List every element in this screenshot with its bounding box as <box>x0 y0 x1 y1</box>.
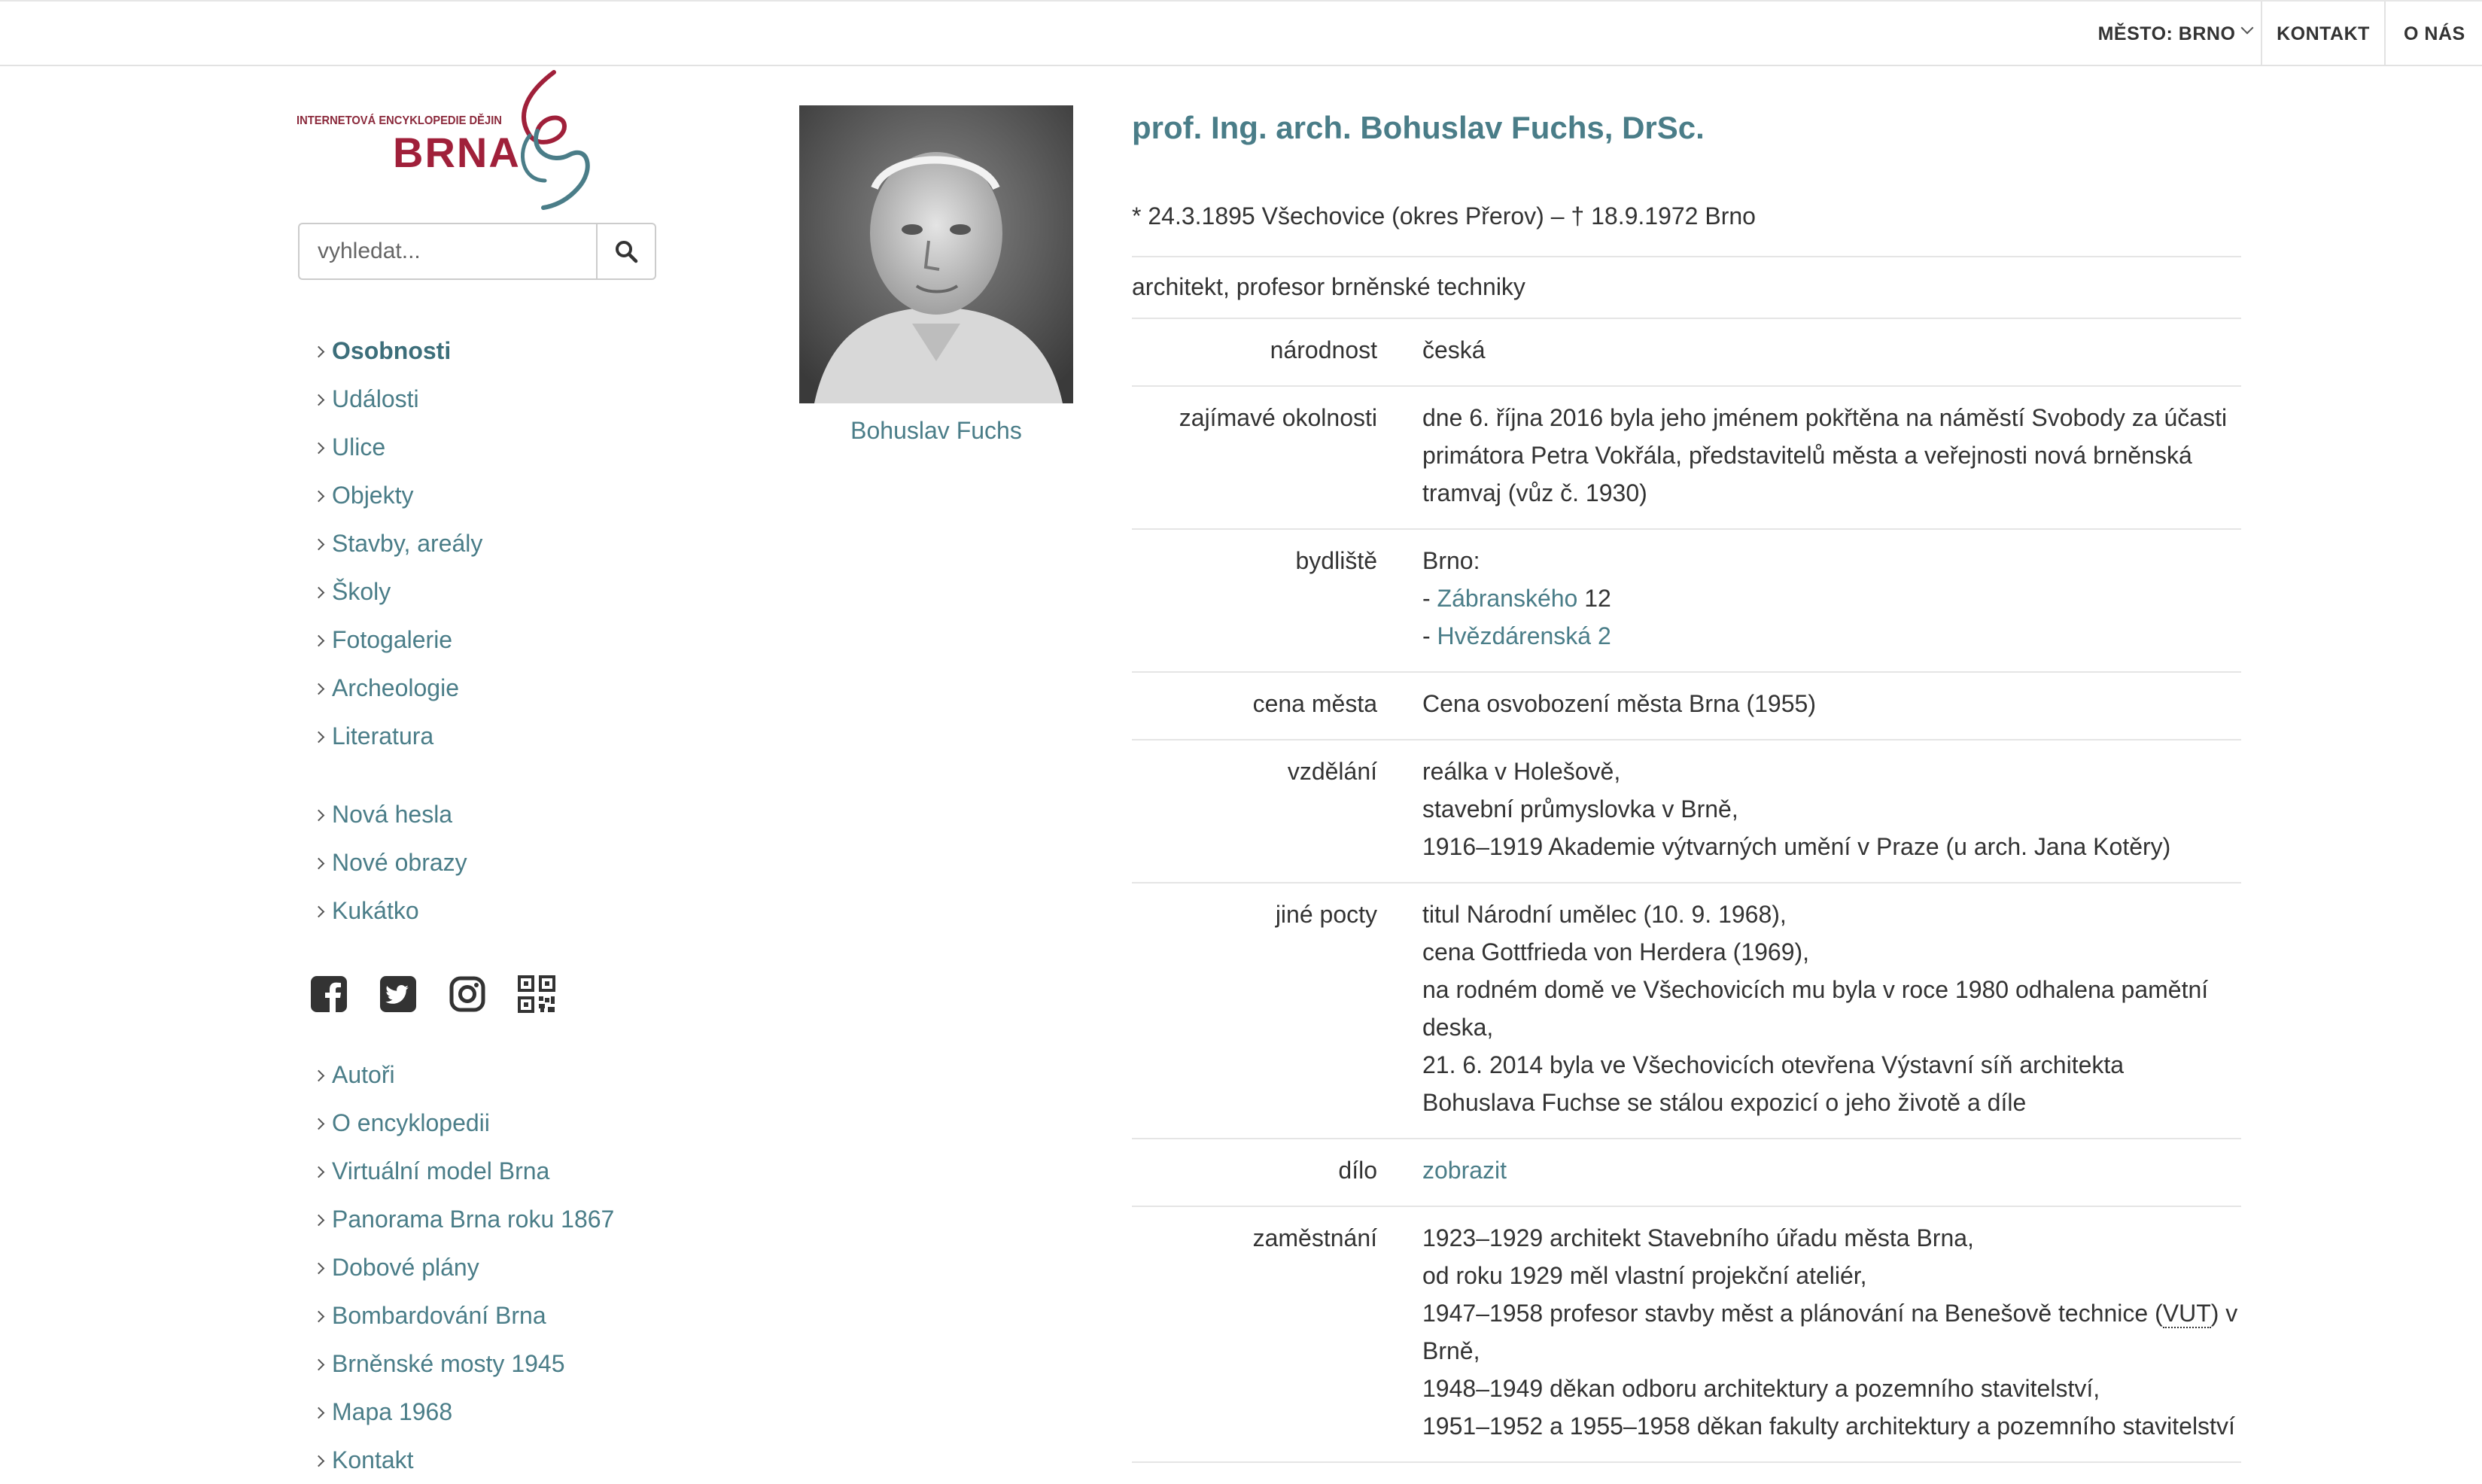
sidebar-main-nav <box>315 327 766 760</box>
honors-line: na rodném domě ve Všechovicích mu byla v roce 1980 odhalena pamětní deska, <box>1422 976 2209 1041</box>
sidebar-item-mapa-1968[interactable]: Mapa 1968 <box>315 1388 766 1436</box>
residence-city: Brno: <box>1422 547 1480 574</box>
row-work <box>1132 1139 2241 1207</box>
site-logo[interactable] <box>297 68 613 211</box>
about-link[interactable]: O NÁS <box>2384 2 2482 66</box>
sidebar-item-stavby[interactable]: Stavby, areály <box>315 519 766 567</box>
sidebar-item-literatura[interactable]: Literatura <box>315 712 766 760</box>
chevron-right-icon <box>313 1406 325 1419</box>
chevron-right-icon <box>313 683 325 695</box>
honors-line: 21. 6. 2014 byla ve Všechovicích otevřena Výstavní síň architekta Bohuslava Fuchse se stálou expozicí o jeho životě a díle <box>1422 1051 2125 1116</box>
row-value <box>1377 883 2241 1138</box>
row-residence <box>1132 530 2241 673</box>
sidebar-item-dobove-plany[interactable]: Dobové plány <box>315 1243 766 1291</box>
row-nationality <box>1132 319 2241 387</box>
sidebar-item-o-encyklopedii[interactable]: O encyklopedii <box>315 1099 766 1147</box>
sidebar-item-osobnosti[interactable]: Osobnosti <box>315 327 766 375</box>
row-label: národnost <box>1270 336 1377 363</box>
sidebar-item-panorama[interactable]: Panorama Brna roku 1867 <box>315 1195 766 1243</box>
employment-line: 1947–1958 profesor stavby měst a plánování na Benešově technice (VUT) v Brně, <box>1422 1300 2238 1364</box>
search-form <box>298 223 656 280</box>
chevron-right-icon <box>313 442 325 454</box>
chevron-right-icon <box>313 490 325 502</box>
employment-line: od roku 1929 měl vlastní projekční ateliér, <box>1422 1262 1867 1289</box>
residence-line: - Hvězdárenská 2 <box>1422 622 1611 649</box>
sidebar-item-ulice[interactable]: Ulice <box>315 423 766 471</box>
row-value: dne 6. října 2016 byla jeho jménem pokřtěna na náměstí Svobody za účasti primátora Petra Vokřála, představitelů města a veřejnosti nová brněnská tramvaj (vůz č. 1930) <box>1422 404 2228 506</box>
row-city-award <box>1132 673 2241 740</box>
row-value <box>1377 1207 2241 1461</box>
chevron-right-icon <box>313 1214 325 1226</box>
education-line: stavební průmyslovka v Brně, <box>1422 795 1738 823</box>
chevron-right-icon <box>313 1069 325 1081</box>
chevron-right-icon <box>313 1310 325 1322</box>
facebook-icon[interactable] <box>310 975 348 1013</box>
top-nav <box>2089 2 2482 66</box>
honors-line: titul Národní umělec (10. 9. 1968), <box>1422 901 1787 928</box>
row-interesting <box>1132 387 2241 530</box>
show-work-link[interactable]: zobrazit <box>1422 1157 1507 1184</box>
education-line: 1916–1919 Akademie výtvarných umění v Praze (u arch. Jana Kotěry) <box>1422 833 2171 860</box>
street-link-zabranskeho[interactable]: Zábranského <box>1437 585 1578 612</box>
sidebar-item-objekty[interactable]: Objekty <box>315 471 766 519</box>
row-value: Cena osvobození města Brna (1955) <box>1422 690 1816 717</box>
person-role: architekt, profesor brněnské techniky <box>1132 257 2241 319</box>
row-honors <box>1132 883 2241 1139</box>
chevron-right-icon <box>313 1455 325 1467</box>
row-label: cena města <box>1252 690 1377 717</box>
row-education <box>1132 740 2241 883</box>
search-input[interactable] <box>298 223 596 280</box>
employment-line: 1948–1949 děkan odboru architektury a pozemního stavitelství, <box>1422 1375 2100 1402</box>
sidebar-item-skoly[interactable]: Školy <box>315 567 766 616</box>
person-detail <box>1132 105 2241 1463</box>
search-icon <box>614 239 638 263</box>
lifespan: * 24.3.1895 Všechovice (okres Přerov) – † 18.9.1972 Brno <box>1132 197 2241 257</box>
abbr-vut[interactable]: VUT <box>2162 1300 2211 1327</box>
chevron-right-icon <box>313 905 325 917</box>
chevron-right-icon <box>313 857 325 869</box>
sidebar-item-autori[interactable]: Autoři <box>315 1051 766 1099</box>
sidebar-item-archeologie[interactable]: Archeologie <box>315 664 766 712</box>
contact-link[interactable]: KONTAKT <box>2261 2 2384 66</box>
city-selector[interactable] <box>2089 2 2261 66</box>
sidebar-item-kukatko[interactable]: Kukátko <box>315 886 766 935</box>
row-value: česká <box>1422 336 1486 363</box>
logo-emblem-icon <box>500 68 598 211</box>
logo-subtitle: INTERNETOVÁ ENCYKLOPEDIE DĚJIN <box>297 114 502 127</box>
chevron-right-icon <box>313 345 325 357</box>
page-title: prof. Ing. arch. Bohuslav Fuchs, DrSc. <box>1132 110 1705 145</box>
honors-line: cena Gottfrieda von Herdera (1969), <box>1422 938 1810 966</box>
chevron-right-icon <box>313 634 325 646</box>
employment-line: 1951–1952 a 1955–1958 děkan fakulty architektury a pozemního stavitelství <box>1422 1413 2235 1440</box>
row-label: jiné pocty <box>1275 901 1377 928</box>
chevron-right-icon <box>313 1262 325 1274</box>
chevron-right-icon <box>313 538 325 550</box>
street-link-hvezdarenska[interactable]: Hvězdárenská 2 <box>1437 622 1611 649</box>
row-label: dílo <box>1338 1157 1377 1184</box>
sidebar-item-mosty[interactable]: Brněnské mosty 1945 <box>315 1340 766 1388</box>
employment-line: 1923–1929 architekt Stavebního úřadu města Brna, <box>1422 1224 1974 1251</box>
search-button[interactable] <box>596 223 656 280</box>
education-line: reálka v Holešově, <box>1422 758 1621 785</box>
sidebar-item-fotogalerie[interactable]: Fotogalerie <box>315 616 766 664</box>
top-bar <box>0 0 2482 66</box>
chevron-right-icon <box>313 1358 325 1370</box>
row-label: bydliště <box>1295 547 1377 574</box>
logo-title: BRNA <box>393 129 521 176</box>
chevron-right-icon <box>313 809 325 821</box>
instagram-icon[interactable] <box>449 975 486 1013</box>
chevron-right-icon <box>313 731 325 743</box>
social-links <box>310 975 555 1013</box>
portrait-photo[interactable] <box>799 105 1073 403</box>
row-label: zaměstnání <box>1252 1224 1377 1251</box>
photo-caption[interactable]: Bohuslav Fuchs <box>850 417 1022 444</box>
sidebar-news-nav <box>315 790 766 935</box>
sidebar-item-virtualni-model[interactable]: Virtuální model Brna <box>315 1147 766 1195</box>
row-employment <box>1132 1207 2241 1463</box>
sidebar-item-kontakt[interactable]: Kontakt <box>315 1436 766 1484</box>
row-value <box>1377 530 2241 671</box>
sidebar-item-bombardovani[interactable]: Bombardování Brna <box>315 1291 766 1340</box>
chevron-right-icon <box>313 394 325 406</box>
sidebar-item-udalosti[interactable]: Události <box>315 375 766 423</box>
sidebar-item-nova-hesla[interactable]: Nová hesla <box>315 790 766 838</box>
chevron-right-icon <box>313 1118 325 1130</box>
twitter-icon[interactable] <box>379 975 417 1013</box>
chevron-right-icon <box>313 586 325 598</box>
chevron-right-icon <box>313 1166 325 1178</box>
city-selector-label: MĚSTO: BRNO <box>2097 23 2236 44</box>
row-value <box>1377 740 2241 882</box>
row-value <box>1377 1139 2241 1206</box>
row-label: zajímavé okolnosti <box>1179 404 1377 431</box>
chevron-down-icon <box>2241 22 2254 35</box>
sidebar-info-nav <box>315 1051 766 1484</box>
portrait-image <box>799 105 1073 403</box>
qr-code-icon[interactable] <box>518 975 555 1013</box>
residence-line: - Zábranského 12 <box>1422 585 1611 612</box>
sidebar-item-nove-obrazy[interactable]: Nové obrazy <box>315 838 766 886</box>
row-label: vzdělání <box>1287 758 1377 785</box>
